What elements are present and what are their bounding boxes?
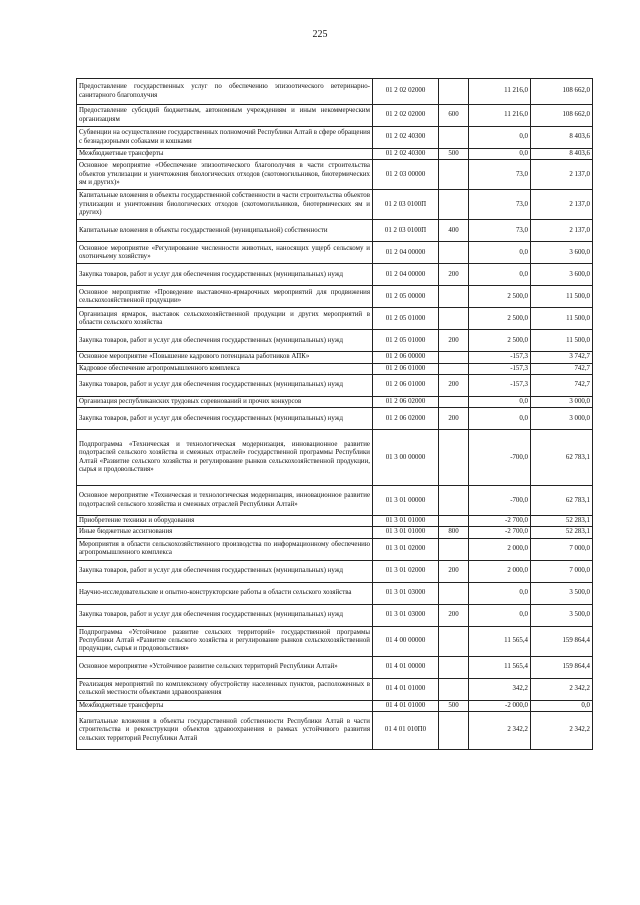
- budget-row-change-amount: 2 000,0: [469, 538, 531, 560]
- budget-row-total-amount: 0,0: [531, 700, 593, 711]
- budget-row-total-amount: 62 783,1: [531, 486, 593, 516]
- page-number: 225: [312, 29, 328, 40]
- budget-row-name: Основное мероприятие «Обеспечение эпизоотического благополучия в части строительства объектов утилизации и уничтожения биологических отходов (скотомогильников, биотермических ям и других)»: [77, 160, 373, 190]
- budget-row-name: Межбюджетные трансферты: [77, 149, 373, 160]
- budget-row-change-amount: 73,0: [469, 220, 531, 242]
- table-row: [77, 678, 593, 700]
- table-row: [77, 149, 593, 160]
- budget-row-code: 01 3 01 03000: [373, 604, 439, 626]
- budget-row-code: 01 2 04 00000: [373, 242, 439, 264]
- budget-row-change-amount: 2 000,0: [469, 560, 531, 582]
- budget-row-name: Закупка товаров, работ и услуг для обеспечения государственных (муниципальных) нужд: [77, 264, 373, 286]
- table-row: [77, 430, 593, 486]
- budget-row-code: 01 2 02 40300: [373, 149, 439, 160]
- budget-row-total-amount: 2 342,2: [531, 712, 593, 750]
- budget-row-total-amount: 2 137,0: [531, 220, 593, 242]
- budget-row-name: Кадровое обеспечение агропромышленного комплекса: [77, 363, 373, 374]
- budget-row-expense-type: 200: [439, 560, 469, 582]
- budget-row-name: Основное мероприятие «Повышение кадрового потенциала работников АПК»: [77, 352, 373, 363]
- budget-row-expense-type: 200: [439, 374, 469, 396]
- budget-row-expense-type: 200: [439, 264, 469, 286]
- table-row: [77, 264, 593, 286]
- budget-row-total-amount: 11 500,0: [531, 308, 593, 330]
- table-row: [77, 374, 593, 396]
- budget-row-expense-type: [439, 538, 469, 560]
- budget-row-expense-type: [439, 712, 469, 750]
- budget-row-code: 01 4 01 01000: [373, 678, 439, 700]
- budget-row-name: Организация республиканских трудовых соревнований и прочих конкурсов: [77, 396, 373, 407]
- budget-row-change-amount: 2 342,2: [469, 712, 531, 750]
- budget-row-code: 01 3 01 01000: [373, 527, 439, 538]
- budget-row-total-amount: 52 283,1: [531, 516, 593, 527]
- budget-row-name: Межбюджетные трансферты: [77, 700, 373, 711]
- budget-row-expense-type: 200: [439, 408, 469, 430]
- budget-row-code: 01 2 04 00000: [373, 264, 439, 286]
- budget-row-expense-type: [439, 396, 469, 407]
- table-row: [77, 160, 593, 190]
- budget-row-name: Организация ярмарок, выставок сельскохозяйственной продукции и других мероприятий в области сельского хозяйства: [77, 308, 373, 330]
- budget-row-name: Мероприятия в области сельскохозяйственного производства по информационному обеспечению агропромышленного комплекса: [77, 538, 373, 560]
- budget-row-expense-type: [439, 656, 469, 678]
- budget-row-expense-type: [439, 486, 469, 516]
- budget-row-expense-type: [439, 516, 469, 527]
- budget-row-expense-type: [439, 286, 469, 308]
- budget-row-total-amount: 108 662,0: [531, 79, 593, 105]
- budget-row-name: Подпрограмма «Техническая и технологическая модернизация, инновационное развитие подотраслей сельского хозяйства и смежных отраслей» государственной программы Республики Алтай «Развитие сельского хозяйства и регулирование рынков сельскохозяйственной продукции, сырья и продовольствия»: [77, 430, 373, 486]
- table-row: [77, 560, 593, 582]
- budget-row-change-amount: 0,0: [469, 149, 531, 160]
- budget-row-expense-type: [439, 308, 469, 330]
- table-row: [77, 700, 593, 711]
- budget-row-expense-type: [439, 626, 469, 656]
- budget-row-change-amount: 11 565,4: [469, 656, 531, 678]
- budget-row-name: Подпрограмма «Устойчивое развитие сельских территорий» государственной программы Республики Алтай «Развитие сельского хозяйства и регулирование рынков сельскохозяйственной продукции, сырья и продовольствия»: [77, 626, 373, 656]
- budget-row-expense-type: 800: [439, 527, 469, 538]
- budget-row-expense-type: 400: [439, 220, 469, 242]
- budget-row-expense-type: [439, 190, 469, 220]
- budget-row-code: 01 3 01 02000: [373, 538, 439, 560]
- budget-row-code: 01 2 05 00000: [373, 286, 439, 308]
- budget-row-code: 01 2 06 01000: [373, 363, 439, 374]
- budget-row-change-amount: 0,0: [469, 408, 531, 430]
- table-row: [77, 79, 593, 105]
- budget-row-total-amount: 2 137,0: [531, 190, 593, 220]
- budget-row-name: Капитальные вложения в объекты государственной собственности в части строительства объектов утилизации и уничтожения биологических отходов (скотомогильников, биотермических ям и других): [77, 190, 373, 220]
- budget-row-expense-type: 600: [439, 105, 469, 127]
- budget-row-name: Основное мероприятие «Устойчивое развитие сельских территорий Республики Алтай»: [77, 656, 373, 678]
- budget-row-change-amount: 2 500,0: [469, 286, 531, 308]
- budget-row-name: Капитальные вложения в объекты государственной (муниципальной) собственности: [77, 220, 373, 242]
- budget-row-total-amount: 2 342,2: [531, 678, 593, 700]
- budget-row-total-amount: 7 000,0: [531, 538, 593, 560]
- budget-row-code: 01 2 06 02000: [373, 408, 439, 430]
- budget-row-change-amount: 342,2: [469, 678, 531, 700]
- budget-row-code: 01 2 06 00000: [373, 352, 439, 363]
- budget-row-expense-type: 500: [439, 149, 469, 160]
- budget-row-name: Основное мероприятие «Техническая и технологическая модернизация, инновационное развитие подотраслей сельского хозяйства и смежных отраслей Республики Алтай»: [77, 486, 373, 516]
- budget-row-code: 01 4 01 00000: [373, 656, 439, 678]
- budget-row-change-amount: 2 500,0: [469, 308, 531, 330]
- budget-row-total-amount: 11 500,0: [531, 330, 593, 352]
- table-row: [77, 242, 593, 264]
- budget-row-change-amount: 11 216,0: [469, 79, 531, 105]
- budget-row-expense-type: 500: [439, 700, 469, 711]
- budget-row-total-amount: 8 403,6: [531, 149, 593, 160]
- table-row: [77, 604, 593, 626]
- budget-row-change-amount: -157,3: [469, 374, 531, 396]
- table-row: [77, 527, 593, 538]
- budget-row-name: Капитальные вложения в объекты государственной собственности Республики Алтай в части строительства и реконструкции объектов здравоохранения в рамках устойчивого развития сельских территорий Республики Алтай: [77, 712, 373, 750]
- budget-row-total-amount: 7 000,0: [531, 560, 593, 582]
- budget-row-code: 01 2 03 00000: [373, 160, 439, 190]
- budget-row-expense-type: [439, 430, 469, 486]
- budget-row-code: 01 2 05 01000: [373, 308, 439, 330]
- budget-row-name: Закупка товаров, работ и услуг для обеспечения государственных (муниципальных) нужд: [77, 560, 373, 582]
- budget-row-expense-type: [439, 127, 469, 149]
- budget-row-code: 01 2 06 01000: [373, 374, 439, 396]
- table-row: [77, 712, 593, 750]
- budget-row-change-amount: 0,0: [469, 604, 531, 626]
- table-row: [77, 363, 593, 374]
- budget-row-total-amount: 3 600,0: [531, 264, 593, 286]
- budget-row-code: 01 3 00 00000: [373, 430, 439, 486]
- table-row: [77, 396, 593, 407]
- budget-row-change-amount: 0,0: [469, 242, 531, 264]
- budget-table-body: [77, 79, 593, 750]
- budget-row-expense-type: [439, 678, 469, 700]
- budget-row-expense-type: 200: [439, 604, 469, 626]
- budget-row-name: Закупка товаров, работ и услуг для обеспечения государственных (муниципальных) нужд: [77, 330, 373, 352]
- budget-row-name: Предоставление государственных услуг по обеспечению эпизоотического ветеринарно-санитарного благополучия: [77, 79, 373, 105]
- budget-row-total-amount: 3 500,0: [531, 582, 593, 604]
- budget-row-total-amount: 62 783,1: [531, 430, 593, 486]
- budget-row-name: Иные бюджетные ассигнования: [77, 527, 373, 538]
- budget-row-total-amount: 3 500,0: [531, 604, 593, 626]
- table-row: [77, 190, 593, 220]
- table-row: [77, 330, 593, 352]
- budget-row-code: 01 3 01 03000: [373, 582, 439, 604]
- table-row: [77, 538, 593, 560]
- budget-row-code: 01 2 02 40300: [373, 127, 439, 149]
- table-row: [77, 582, 593, 604]
- budget-row-change-amount: -157,3: [469, 363, 531, 374]
- budget-row-expense-type: [439, 79, 469, 105]
- budget-row-change-amount: -700,0: [469, 430, 531, 486]
- budget-row-name: Закупка товаров, работ и услуг для обеспечения государственных (муниципальных) нужд: [77, 408, 373, 430]
- budget-table: [76, 78, 593, 750]
- budget-row-change-amount: 0,0: [469, 127, 531, 149]
- budget-row-total-amount: 742,7: [531, 363, 593, 374]
- table-row: [77, 626, 593, 656]
- budget-row-total-amount: 108 662,0: [531, 105, 593, 127]
- budget-row-change-amount: -2 700,0: [469, 527, 531, 538]
- budget-row-expense-type: [439, 160, 469, 190]
- table-row: [77, 516, 593, 527]
- budget-row-name: Предоставление субсидий бюджетным, автономным учреждениям и иным некоммерческим организациям: [77, 105, 373, 127]
- budget-row-change-amount: -157,3: [469, 352, 531, 363]
- budget-row-name: Приобретение техники и оборудования: [77, 516, 373, 527]
- budget-row-code: 01 4 00 00000: [373, 626, 439, 656]
- budget-row-code: 01 2 02 02000: [373, 79, 439, 105]
- budget-row-total-amount: 742,7: [531, 374, 593, 396]
- budget-row-expense-type: [439, 352, 469, 363]
- budget-row-total-amount: 3 600,0: [531, 242, 593, 264]
- budget-row-total-amount: 159 864,4: [531, 656, 593, 678]
- budget-row-total-amount: 3 000,0: [531, 408, 593, 430]
- table-row: [77, 308, 593, 330]
- table-row: [77, 486, 593, 516]
- budget-row-name: Основное мероприятие «Регулирование численности животных, наносящих ущерб сельскому и охотничьему хозяйству»: [77, 242, 373, 264]
- budget-row-name: Субвенции на осуществление государственных полномочий Республики Алтай в сфере обращения с безнадзорными собаками и кошками: [77, 127, 373, 149]
- budget-row-code: 01 3 01 00000: [373, 486, 439, 516]
- budget-row-code: 01 2 05 01000: [373, 330, 439, 352]
- budget-row-change-amount: 0,0: [469, 396, 531, 407]
- budget-row-name: Закупка товаров, работ и услуг для обеспечения государственных (муниципальных) нужд: [77, 604, 373, 626]
- table-row: [77, 286, 593, 308]
- budget-row-change-amount: -2 700,0: [469, 516, 531, 527]
- budget-row-name: Реализация мероприятий по комплексному обустройству населенных пунктов, расположенных в сельской местности объектами здравоохранения: [77, 678, 373, 700]
- table-row: [77, 105, 593, 127]
- budget-row-code: 01 2 03 0100П: [373, 190, 439, 220]
- budget-row-expense-type: [439, 582, 469, 604]
- budget-row-change-amount: 11 565,4: [469, 626, 531, 656]
- budget-row-code: 01 3 01 01000: [373, 516, 439, 527]
- budget-row-change-amount: -2 000,0: [469, 700, 531, 711]
- budget-row-total-amount: 3 742,7: [531, 352, 593, 363]
- table-row: [77, 656, 593, 678]
- budget-row-total-amount: 2 137,0: [531, 160, 593, 190]
- budget-row-change-amount: 0,0: [469, 264, 531, 286]
- table-row: [77, 220, 593, 242]
- budget-row-total-amount: 52 283,1: [531, 527, 593, 538]
- table-row: [77, 127, 593, 149]
- budget-row-code: 01 2 02 02000: [373, 105, 439, 127]
- table-row: [77, 408, 593, 430]
- budget-row-code: 01 4 01 01000: [373, 700, 439, 711]
- budget-row-change-amount: 0,0: [469, 582, 531, 604]
- budget-row-change-amount: 2 500,0: [469, 330, 531, 352]
- budget-row-expense-type: [439, 242, 469, 264]
- budget-row-total-amount: 8 403,6: [531, 127, 593, 149]
- budget-row-name: Основное мероприятие «Проведение выставочно-ярмарочных мероприятий для продвижения сельскохозяйственной продукции»: [77, 286, 373, 308]
- budget-row-total-amount: 11 500,0: [531, 286, 593, 308]
- budget-row-change-amount: 73,0: [469, 160, 531, 190]
- budget-row-expense-type: 200: [439, 330, 469, 352]
- budget-row-change-amount: 11 216,0: [469, 105, 531, 127]
- budget-row-code: 01 2 06 02000: [373, 396, 439, 407]
- budget-row-name: Закупка товаров, работ и услуг для обеспечения государственных (муниципальных) нужд: [77, 374, 373, 396]
- budget-row-code: 01 3 01 02000: [373, 560, 439, 582]
- budget-row-code: 01 2 03 0100П: [373, 220, 439, 242]
- budget-row-name: Научно-исследовательские и опытно-конструкторские работы в области сельского хозяйства: [77, 582, 373, 604]
- budget-row-expense-type: [439, 363, 469, 374]
- budget-row-code: 01 4 01 010П0: [373, 712, 439, 750]
- table-row: [77, 352, 593, 363]
- budget-row-total-amount: 3 000,0: [531, 396, 593, 407]
- budget-row-total-amount: 159 864,4: [531, 626, 593, 656]
- budget-row-change-amount: 73,0: [469, 190, 531, 220]
- budget-row-change-amount: -700,0: [469, 486, 531, 516]
